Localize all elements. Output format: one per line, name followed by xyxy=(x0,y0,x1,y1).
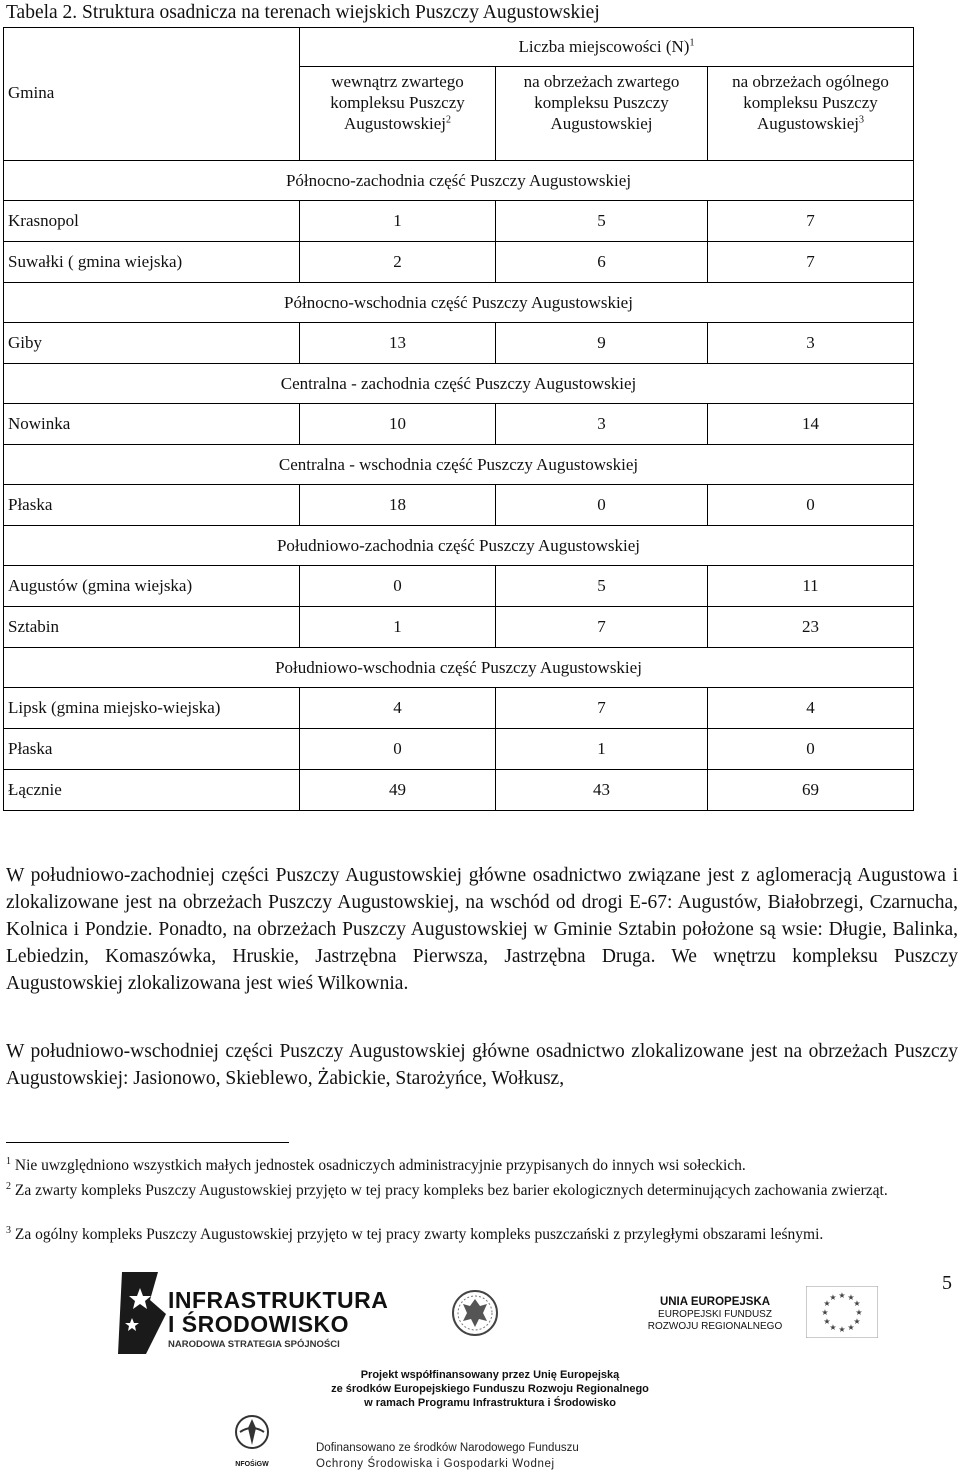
svg-text:★: ★ xyxy=(847,1293,855,1302)
eu-line1: UNIA EUROPEJSKA xyxy=(659,1296,771,1308)
header-general-edge-label: na obrzeżach ogólnego kompleksu Puszczy Augustowskiej xyxy=(732,72,889,133)
nfosigw-emblem-icon xyxy=(234,1414,270,1460)
svg-text:★: ★ xyxy=(838,1291,846,1300)
table-row xyxy=(4,323,914,364)
gmina-cell: Sztabin xyxy=(4,607,300,648)
infra-sub: NARODOWA STRATEGIA SPÓJNOŚCI xyxy=(168,1339,340,1350)
infra-line1: INFRASTRUKTURA xyxy=(168,1287,389,1313)
footnote-num: 2 xyxy=(6,1180,11,1192)
compact-edge-count-cell: 0 xyxy=(496,485,708,526)
svg-text:★: ★ xyxy=(853,1317,861,1326)
footnote-text: Za zwarty kompleks Puszczy Augustowskiej przyjęto w tej pracy kompleks bez barier ekologicznych determinujących zachowania zwierząt. xyxy=(14,1182,888,1199)
svg-text:★: ★ xyxy=(829,1323,837,1332)
eu-logo-text xyxy=(640,1296,790,1333)
compact-edge-count-cell: 9 xyxy=(496,323,708,364)
total-general-edge: 69 xyxy=(708,770,914,811)
section-title: Centralna - wschodnia część Puszczy Augustowskiej xyxy=(4,445,914,485)
section-title: Północno-wschodnia część Puszczy Augustowskiej xyxy=(4,283,914,323)
compact-edge-count-cell: 6 xyxy=(496,242,708,283)
gmina-cell: Augustów (gmina wiejska) xyxy=(4,566,300,607)
footnote-ref: 3 xyxy=(859,114,864,126)
infrastruktura-logo-text xyxy=(168,1287,389,1350)
section-header-row xyxy=(4,364,914,404)
svg-text:★: ★ xyxy=(855,1308,863,1317)
table-caption: Tabela 2. Struktura osadnicza na terenach wiejskich Puszczy Augustowskiej xyxy=(6,2,600,23)
general-edge-count-cell: 4 xyxy=(708,688,914,729)
inside-count-cell: 1 xyxy=(300,607,496,648)
compact-edge-count-cell: 1 xyxy=(496,729,708,770)
footnote-num: 1 xyxy=(6,1155,11,1167)
project-line3: w ramach Programu Infrastruktura i Środowisko xyxy=(364,1397,616,1409)
eu-line2: EUROPEJSKI FUNDUSZ xyxy=(658,1309,772,1320)
svg-text:★: ★ xyxy=(823,1317,831,1326)
paragraph-1: W południowo-zachodniej części Puszczy Augustowskiej główne osadnictwo związane jest z aglomeracją Augustowa i zlokalizowane jest na obrzeżach Puszczy Augustowskiej, na wschód od drogi E-67: Augustów, Białobrzegi, Czarnucha, Kolnica i Pondzie. Ponadto, na obrzeżach Puszczy Augustowskiej w Gminie Sztabin położone są wsie: Długie, Balinka, Lebiedzin, Komaszówka, Hruskie, Jastrzębna Pierwsza, Jastrzębna Druga. We wnętrzu kompleksu Puszczy Augustowskiej zlokalizowana jest wieś Wilkownia. xyxy=(6,865,958,994)
project-line1: Projekt współfinansowany przez Unię Europejską xyxy=(360,1369,620,1381)
inside-count-cell: 13 xyxy=(300,323,496,364)
general-edge-count-cell: 7 xyxy=(708,201,914,242)
footnote-text: Nie uwzględniono wszystkich małych jednostek osadniczych administracyjnie przypisanych do innych wsi sołeckich. xyxy=(14,1157,746,1174)
total-inside: 49 xyxy=(300,770,496,811)
header-inside-label: wewnątrz zwartego kompleksu Puszczy Augustowskiej xyxy=(330,72,465,133)
header-gmina: Gmina xyxy=(8,83,55,102)
project-line2: ze środków Europejskiego Funduszu Rozwoju Regionalnego xyxy=(331,1383,649,1395)
section-title: Południowo-wschodnia część Puszczy Augustowskiej xyxy=(4,648,914,688)
section-header-row xyxy=(4,161,914,201)
gmina-cell: Suwałki ( gmina wiejska) xyxy=(4,242,300,283)
footnote-ref: 2 xyxy=(446,114,451,126)
compact-edge-count-cell: 7 xyxy=(496,607,708,648)
svg-text:★: ★ xyxy=(853,1299,861,1308)
polish-eagle-emblem xyxy=(452,1288,498,1343)
fund-line1: Dofinansowano ze środków Narodowego Funduszu xyxy=(316,1442,579,1454)
header-general-edge xyxy=(708,67,914,161)
table-row xyxy=(4,485,914,526)
compact-edge-count-cell: 5 xyxy=(496,566,708,607)
table-row xyxy=(4,729,914,770)
page-number: 5 xyxy=(942,1272,952,1294)
header-compact-edge xyxy=(496,67,708,161)
total-row xyxy=(4,770,914,811)
settlement-table xyxy=(3,27,914,811)
general-edge-count-cell: 11 xyxy=(708,566,914,607)
eu-line3: ROZWOJU REGIONALNEGO xyxy=(647,1321,783,1332)
compact-edge-count-cell: 3 xyxy=(496,404,708,445)
table-row xyxy=(4,566,914,607)
section-header-row xyxy=(4,283,914,323)
fund-line2: Ochrony Środowiska i Gospodarki Wodnej xyxy=(316,1458,555,1470)
section-header-row xyxy=(4,526,914,566)
svg-text:★: ★ xyxy=(823,1299,831,1308)
header-count-label: Liczba miejscowości (N) xyxy=(518,37,690,56)
project-info xyxy=(320,1368,660,1410)
table-row xyxy=(4,607,914,648)
eagle-emblem-icon xyxy=(452,1288,498,1338)
paragraph-2: W południowo-wschodniej części Puszczy Augustowskiej główne osadnictwo zlokalizowane jest na obrzeżach Puszczy Augustowskiej: Jasionowo, Skieblewo, Żabickie, Starożyńce, Wołkusz, xyxy=(6,1041,958,1089)
footnote-1 xyxy=(6,1155,958,1176)
general-edge-count-cell: 3 xyxy=(708,323,914,364)
nfosigw-label: NFOŚiGW xyxy=(235,1461,269,1468)
gmina-cell: Giby xyxy=(4,323,300,364)
footnote-num: 3 xyxy=(6,1224,11,1236)
general-edge-count-cell: 14 xyxy=(708,404,914,445)
svg-text:★: ★ xyxy=(838,1325,846,1334)
total-compact-edge: 43 xyxy=(496,770,708,811)
inside-count-cell: 0 xyxy=(300,729,496,770)
table-row xyxy=(4,688,914,729)
svg-text:★: ★ xyxy=(829,1293,837,1302)
general-edge-count-cell: 0 xyxy=(708,729,914,770)
gmina-cell: Krasnopol xyxy=(4,201,300,242)
nfosigw-logo xyxy=(234,1414,270,1468)
gmina-cell: Nowinka xyxy=(4,404,300,445)
general-edge-count-cell: 23 xyxy=(708,607,914,648)
header-compact-edge-label: na obrzeżach zwartego kompleksu Puszczy Augustowskiej xyxy=(523,72,680,133)
eu-stars-icon xyxy=(806,1286,878,1338)
infra-line2: I ŚRODOWISKO xyxy=(168,1311,350,1337)
inside-count-cell: 0 xyxy=(300,566,496,607)
inside-count-cell: 4 xyxy=(300,688,496,729)
general-edge-count-cell: 0 xyxy=(708,485,914,526)
compact-edge-count-cell: 7 xyxy=(496,688,708,729)
infrastruktura-logo-mark xyxy=(118,1270,158,1352)
gmina-cell: Lipsk (gmina miejsko-wiejska) xyxy=(4,688,300,729)
footnote-2 xyxy=(6,1180,958,1201)
footnote-3 xyxy=(6,1224,958,1245)
table-row xyxy=(4,201,914,242)
svg-text:★: ★ xyxy=(821,1308,829,1317)
inside-count-cell: 1 xyxy=(300,201,496,242)
header-count-span xyxy=(300,28,914,67)
section-header-row xyxy=(4,648,914,688)
footnote-text: Za ogólny kompleks Puszczy Augustowskiej przyjęto w tej pracy zwarty kompleks puszczański z przyległymi obszarami leśnymi. xyxy=(14,1226,824,1243)
eu-flag xyxy=(806,1286,878,1343)
fund-info xyxy=(316,1440,646,1472)
table-row xyxy=(4,242,914,283)
table-row xyxy=(4,404,914,445)
total-label: Łącznie xyxy=(4,770,300,811)
gmina-cell: Płaska xyxy=(4,485,300,526)
section-header-row xyxy=(4,445,914,485)
general-edge-count-cell: 7 xyxy=(708,242,914,283)
footnote-ref: 1 xyxy=(689,37,695,49)
inside-count-cell: 2 xyxy=(300,242,496,283)
header-inside xyxy=(300,67,496,161)
inside-count-cell: 18 xyxy=(300,485,496,526)
section-title: Północno-zachodnia część Puszczy Augustowskiej xyxy=(4,161,914,201)
section-title: Południowo-zachodnia część Puszczy Augustowskiej xyxy=(4,526,914,566)
svg-text:★: ★ xyxy=(847,1323,855,1332)
compact-edge-count-cell: 5 xyxy=(496,201,708,242)
footnote-divider xyxy=(6,1142,289,1143)
inside-count-cell: 10 xyxy=(300,404,496,445)
section-title: Centralna - zachodnia część Puszczy Augustowskiej xyxy=(4,364,914,404)
gmina-cell: Płaska xyxy=(4,729,300,770)
